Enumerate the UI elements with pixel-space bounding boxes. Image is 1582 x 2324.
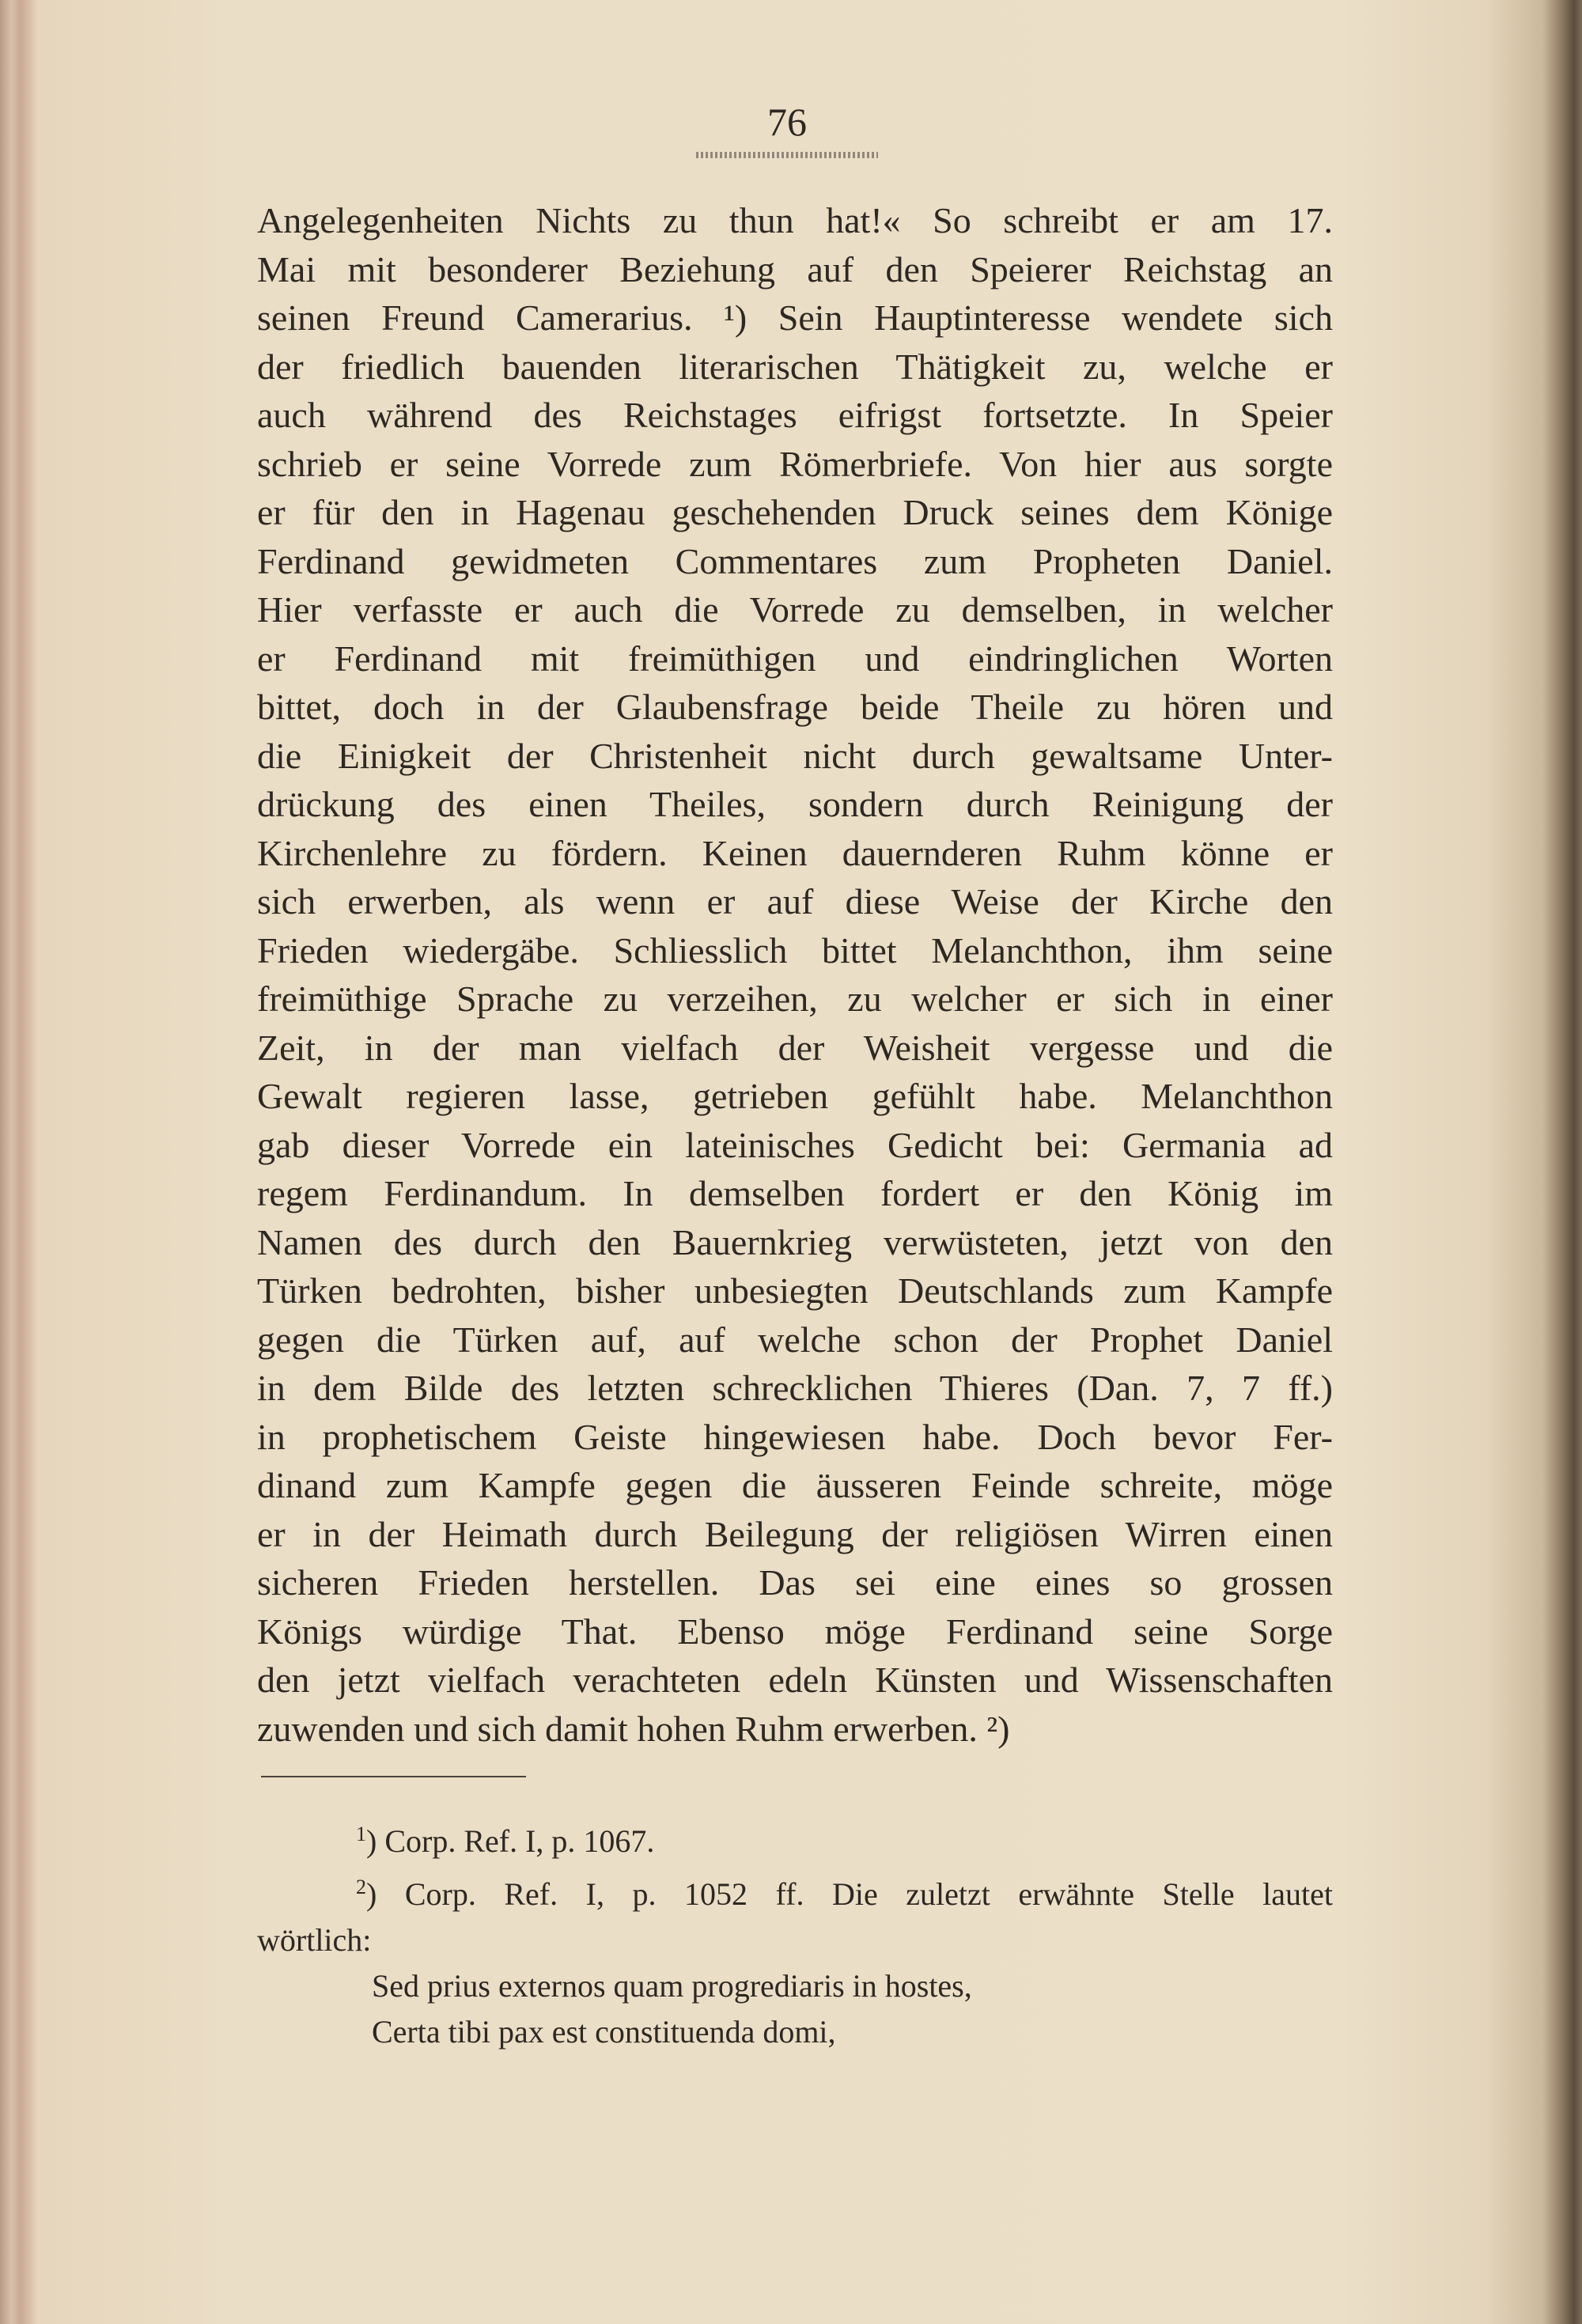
page-number: 76 (767, 100, 807, 144)
body-line: er Ferdinand mit freimüthigen und eindringlichen Worten (257, 638, 1333, 679)
body-line: drückung des einen Theiles, sondern durch Reinigung der (257, 784, 1333, 824)
body-line: seinen Freund Camerarius. ¹) Sein Hauptinteresse wendete sich (257, 297, 1333, 338)
body-line: Türken bedrohten, bisher unbesiegten Deutschlands zum Kampfe (257, 1270, 1333, 1311)
body-line: sich erwerben, als wenn er auf diese Weise der Kirche den (257, 881, 1333, 922)
body-line: der friedlich bauenden literarischen Thätigkeit zu, welche er (257, 346, 1333, 387)
body-line: Ferdinand gewidmeten Commentares zum Propheten Daniel. (257, 540, 1333, 581)
body-line: die Einigkeit der Christenheit nicht durch gewaltsame Unter- (257, 735, 1333, 776)
body-line: regem Ferdinandum. In demselben fordert er den König im (257, 1173, 1333, 1213)
body-line: Gewalt regieren lasse, getrieben gefühlt habe. Melanchthon (257, 1076, 1333, 1116)
body-line: Namen des durch den Bauernkrieg verwüsteten, jetzt von den (257, 1221, 1333, 1262)
verse-line: Sed prius externos quam progrediaris in hostes, (372, 1968, 972, 2004)
page-number-ornament (696, 152, 878, 158)
footnote-rule (261, 1776, 526, 1777)
body-line: sicheren Frieden herstellen. Das sei eine eines so grossen (257, 1562, 1333, 1603)
verse-line: Certa tibi pax est constituenda domi, (372, 2014, 836, 2050)
footnotes (257, 1811, 1333, 2055)
body-line: zuwenden und sich damit hohen Ruhm erwerben. ²) (257, 1708, 1010, 1749)
footnote-2-continuation: wörtlich: (257, 1922, 372, 1958)
body-line: gab dieser Vorrede ein lateinisches Gedicht bei: Germania ad (257, 1124, 1333, 1165)
body-line: bittet, doch in der Glaubensfrage beide Theile zu hören und (257, 687, 1333, 727)
footnote-1-text: ) Corp. Ref. I, p. 1067. (366, 1823, 655, 1859)
body-line: freimüthige Sprache zu verzeihen, zu welcher er sich in einer (257, 978, 1333, 1019)
body-line: den jetzt vielfach verachteten edeln Künsten und Wissenschaften (257, 1660, 1333, 1700)
body-line: gegen die Türken auf, auf welche schon der Prophet Daniel (257, 1319, 1333, 1360)
body-line: Angelegenheiten Nichts zu thun hat!« So schreibt er am 17. (257, 200, 1333, 240)
body-line: Frieden wiedergäbe. Schliesslich bittet Melanchthon, ihm seine (257, 929, 1333, 971)
body-line: in dem Bilde des letzten schrecklichen Thieres (Dan. 7, 7 ff.) (257, 1368, 1333, 1408)
footnote-2-mark: 2 (356, 1875, 366, 1898)
footnote-2 (257, 1864, 1333, 1917)
body-line: Königs würdige That. Ebenso möge Ferdinand seine Sorge (257, 1611, 1333, 1652)
body-line: er in der Heimath durch Beilegung der religiösen Wirren einen (257, 1513, 1333, 1554)
footnote-1 (257, 1811, 1333, 1864)
footnote-2-text: ) Corp. Ref. I, p. 1052 ff. Die zuletzt erwähnte Stelle lautet (366, 1876, 1333, 1912)
body-line: Hier verfasste er auch die Vorrede zu demselben, in welcher (257, 589, 1333, 630)
body-line: dinand zum Kampfe gegen die äusseren Feinde schreite, möge (257, 1465, 1333, 1505)
body-line: er für den in Hagenau geschehenden Druck seines dem Könige (257, 492, 1333, 532)
body-text (257, 196, 1333, 1753)
body-line: Kirchenlehre zu fördern. Keinen dauernderen Ruhm könne er (257, 832, 1333, 873)
body-line: Zeit, in der man vielfach der Weisheit vergesse und die (257, 1027, 1333, 1068)
footnote-1-mark: 1 (356, 1822, 366, 1845)
body-line: schrieb er seine Vorrede zum Römerbriefe. Von hier aus sorgte (257, 443, 1333, 484)
body-line: in prophetischem Geiste hingewiesen habe. Doch bevor Fer- (257, 1416, 1333, 1457)
body-line: auch während des Reichstages eifrigst fortsetzte. In Speier (257, 395, 1333, 435)
body-line: Mai mit besonderer Beziehung auf den Speierer Reichstag an (257, 248, 1333, 290)
